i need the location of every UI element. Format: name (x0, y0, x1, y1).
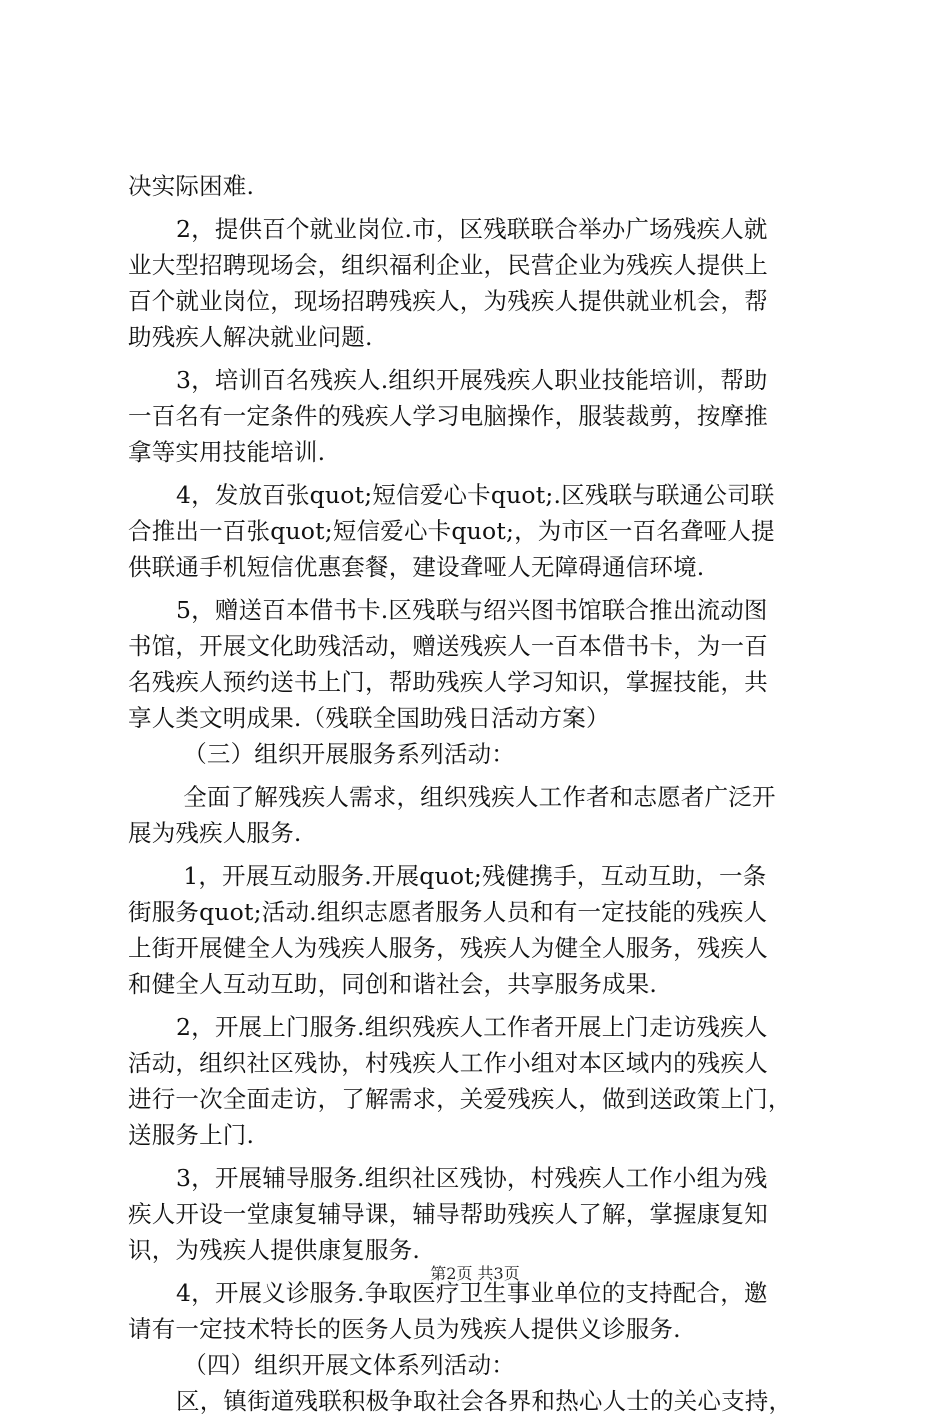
text-line: 识，为残疾人提供康复服务. (128, 1236, 421, 1264)
text-line: 5，赠送百本借书卡.区残联与绍兴图书馆联合推出流动图 (176, 596, 768, 624)
text-line: 3，培训百名残疾人.组织开展残疾人职业技能培训，帮助 (176, 366, 768, 394)
text-line: 请有一定技术特长的医务人员为残疾人提供义诊服务. (128, 1315, 681, 1343)
document-body (128, 168, 844, 1419)
text-line: 全面了解残疾人需求，组织残疾人工作者和志愿者广泛开 (183, 783, 776, 811)
text-line: 和健全人互动互助，同创和谐社会，共享服务成果. (128, 970, 658, 998)
text-line: 4，开展义诊服务.争取医疗卫生事业单位的支持配合，邀 (176, 1279, 768, 1307)
text-line: 送服务上门. (128, 1121, 255, 1149)
text-line: 书馆，开展文化助残活动，赠送残疾人一百本借书卡，为一百 (128, 632, 768, 660)
text-line: （三）组织开展服务系列活动： (183, 740, 515, 768)
text-line: 活动，组织社区残协，村残疾人工作小组对本区域内的残疾人 (128, 1049, 768, 1077)
text-line: 业大型招聘现场会，组织福利企业，民营企业为残疾人提供上 (128, 251, 768, 279)
text-line: 供联通手机短信优惠套餐，建设聋哑人无障碍通信环境. (128, 553, 705, 581)
text-line: 助残疾人解决就业问题. (128, 323, 373, 351)
text-line: 1，开展互动服务.开展quot;残健携手，互动互助，一条 (183, 862, 767, 890)
text-line: 上街开展健全人为残疾人服务，残疾人为健全人服务，残疾人 (128, 934, 768, 962)
text-line: 街服务quot;活动.组织志愿者服务人员和有一定技能的残疾人 (128, 898, 768, 926)
text-line: 名残疾人预约送书上门，帮助残疾人学习知识，掌握技能，共 (128, 668, 768, 696)
text-line: 决实际困难. (128, 172, 255, 200)
text-line: 百个就业岗位，现场招聘残疾人，为残疾人提供就业机会，帮 (128, 287, 768, 315)
text-line: 一百名有一定条件的残疾人学习电脑操作，服装裁剪，按摩推 (128, 402, 768, 430)
text-line: 3，开展辅导服务.组织社区残协，村残疾人工作小组为残 (176, 1164, 768, 1192)
text-line: 疾人开设一堂康复辅导课，辅导帮助残疾人了解，掌握康复知 (128, 1200, 768, 1228)
text-line: 合推出一百张quot;短信爱心卡quot;，为市区一百名聋哑人提 (128, 517, 775, 545)
text-line: 进行一次全面走访，了解需求，关爱残疾人，做到送政策上门， (128, 1085, 792, 1113)
text-line: 区，镇街道残联积极争取社会各界和热心人士的关心支持， (176, 1387, 793, 1415)
text-line: 2，开展上门服务.组织残疾人工作者开展上门走访残疾人 (176, 1013, 768, 1041)
text-line: 展为残疾人服务. (128, 819, 302, 847)
page-footer: 第2页 共3页 (430, 1264, 520, 1283)
text-line: 4，发放百张quot;短信爱心卡quot;.区残联与联通公司联 (176, 481, 775, 509)
text-line: 享人类文明成果.（残联全国助残日活动方案） (128, 704, 610, 732)
text-line: 拿等实用技能培训. (128, 438, 326, 466)
text-line: 2，提供百个就业岗位.市，区残联联合举办广场残疾人就 (176, 215, 768, 243)
text-line: （四）组织开展文体系列活动： (183, 1351, 515, 1379)
